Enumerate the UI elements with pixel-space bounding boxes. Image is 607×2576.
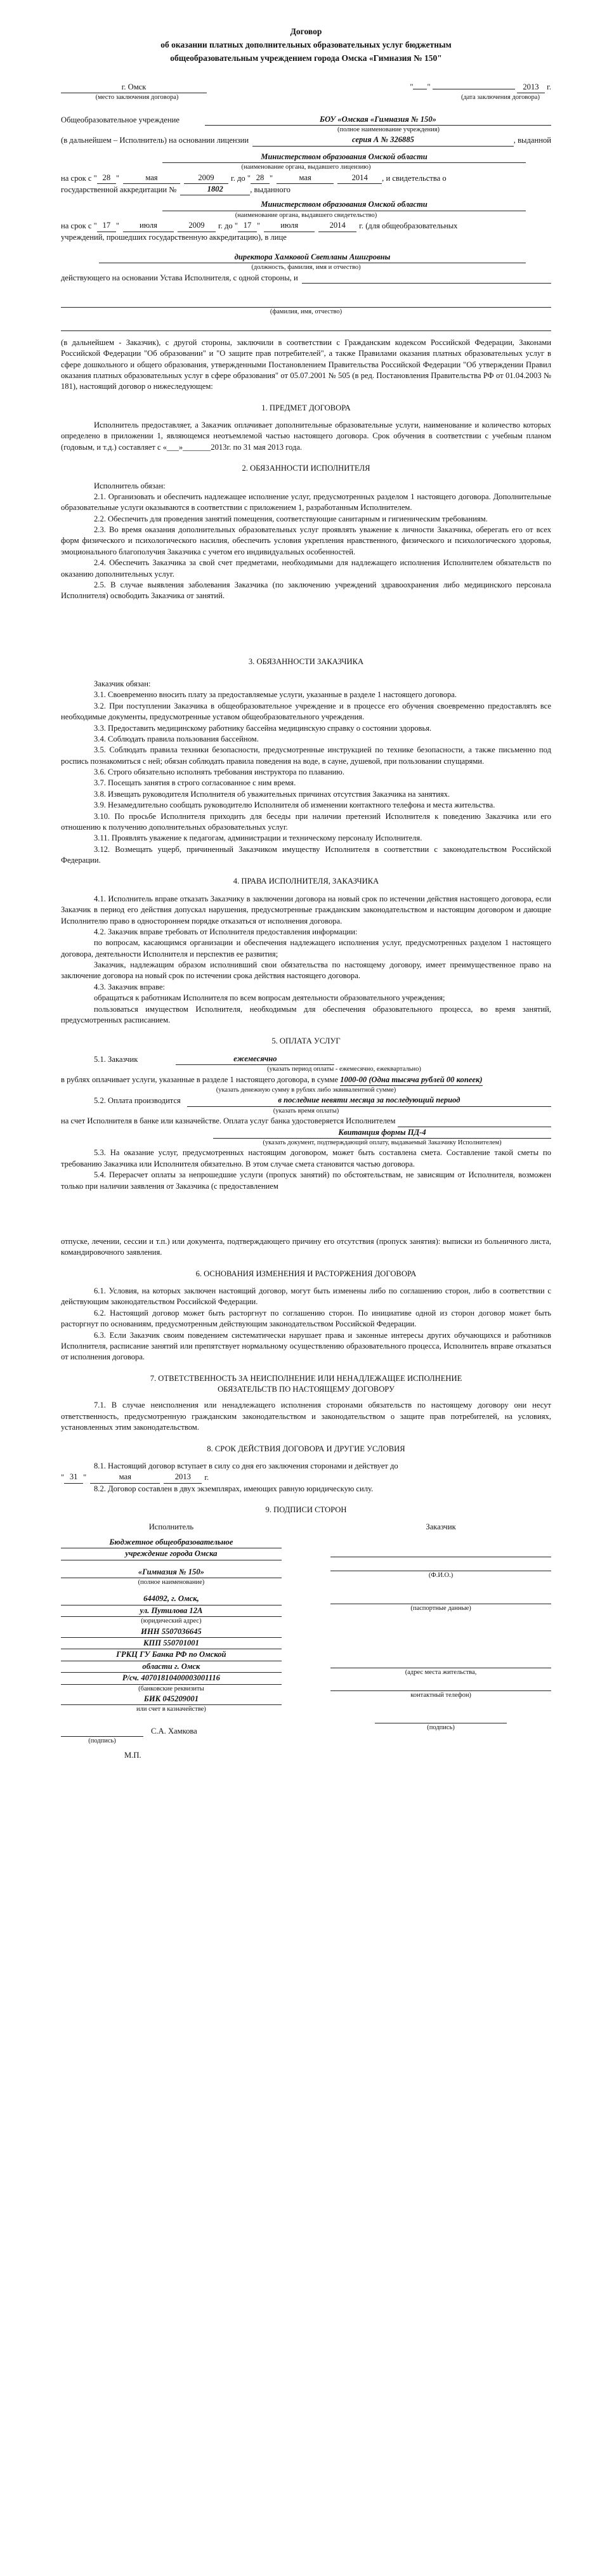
term-month-3: июля [123,220,174,232]
term-prefix: на срок с " [61,173,97,183]
section-9-heading: 9. ПОДПИСИ СТОРОН [265,1505,347,1515]
licence-authority-caption: (наименование органа, выдавшего лицензию) [241,164,371,171]
licence-authority: Министерством образования Омской области [162,152,526,163]
section-1-text: Исполнитель предоставляет, а Заказчик оплачивает дополнительные образовательные услуги, наименование и количество которых определено в приложении 1, являющемся неотъемлемой частью настоящего договора. Срок обучения в соответствии с учебным планом (годовым, и т.д.) составляет с «___»_______2013г. по 31 мая 2013 года. [61,421,551,452]
cert-authority-caption: (наименование органа, выдавшего свидетельство) [235,211,377,219]
executor-name-line: «Гимназия № 150» [61,1567,282,1578]
date-field [410,79,551,93]
term-date-row: " 31 " мая 2013 г. [61,1472,551,1483]
section-2-heading: 2. ОБЯЗАННОСТИ ИСПОЛНИТЕЛЯ [242,464,370,473]
date-g: г. [547,82,551,91]
customer-sign-caption: (подпись) [427,1723,455,1731]
section-3-item: 3.2. При поступлении Заказчика в общеобразовательное учреждение и в процессе его обучения своевременно предоставлять все необходимые документы, предусмотренные уставом общеобразовательного учреждения. [61,701,551,722]
section-2-item: 2.4. Обеспечить Заказчика за свой счет предметами, необходимыми для надлежащего исполнения Исполнителем обязательств по оказанию дополнительных услуг. [61,558,551,579]
section-6-item: 6.1. Условия, на которых заключен настоящий договор, могут быть изменены либо по соглашению сторон, либо в соответствии с действующим законодательством Российской Федерации. [61,1286,551,1307]
title-line-1: Договор [290,27,322,36]
preamble: (в дальнейшем - Заказчик), с другой стороны, заключили в соответствии с Гражданским кодексом Российской Федерации, Законами Российской Федерации "Об образовании" и "О защите прав потребителей", а также Правилами оказания платных образовательных услуг в сфере дошкольного и общего образования, утвержденными Постановлением Правительства Российской Федерации "Об утверждении Правил оказания платных образовательных услуг в сфере образования" от 05.07.2001 № 505 (в ред. Постановления Правительства РФ от 01.04.2003 № 181), настоящий договор о нижеследующем: [61,337,551,391]
term-month-4: июля [264,220,315,232]
acting-row [61,273,551,284]
payment-estimate: 5.3. На оказание услуг, предусмотренных настоящим договором, может быть составлена смета. Составление такой сметы по требованию Заказчика или Исполнителя обязательно. В этом случае смета становится частью договора. [61,1148,551,1168]
date-quote-open: " [410,82,414,91]
section-4-item: Заказчик, надлежащим образом исполнивший свои обязательства по настоящему договору, имеет преимущественное право на заключение договора на новый срок по истечении срока действия настоящего договора. [61,960,551,981]
signer-name: С.А. Хамкова [151,1726,197,1736]
term-text: 8.1. Настоящий договор вступает в силу со дня его заключения сторонами и действует до [94,1461,398,1470]
section-3-intro: Заказчик обязан: [94,679,151,689]
term-day: 31 [64,1472,83,1483]
date-quote-close: " [427,82,431,91]
section-6-item: 6.3. Если Заказчик своим поведением систематически нарушает права и законные интересы других обучающихся и работников Исполнителя, расписание занятий или препятствует нормальному осуществлению образовательного процесса, Исполнитель вправе отказаться от исполнения договора. [61,1330,551,1362]
section-4-item: пользоваться имуществом Исполнителя, необходимым для обеспечения образовательного процесса, во время занятий, предусмотренных расписанием. [61,1004,551,1024]
section-4-item: обращаться к работникам Исполнителя по всем вопросам деятельности образовательного учреждения; [94,993,445,1003]
section-2-item: 2.3. Во время оказания дополнительных образовательных услуг проявлять уважение к личности Заказчика, оберегать его от всех форм физического и психологического насилия, обеспечить условия укрепления нравственного, физического и психологического здоровья, эмоционального благополучия Заказчика с учетом его индивидуальных особенностей. [61,525,551,556]
term-year-1: 2009 [184,173,228,184]
section-3-item: 3.4. Соблюдать правила пользования бассейном. [94,734,259,743]
kpp: КПП 550701001 [61,1638,282,1649]
section-3-heading: 3. ОБЯЗАННОСТИ ЗАКАЗЧИКА [248,657,364,666]
payment-time-caption: (указать время оплаты) [273,1107,339,1115]
name-caption: (полное наименование) [138,1578,205,1586]
title-line-3: общеобразовательным учреждением города Омска «Гимназия № 150" [170,53,442,63]
section-3-item: 3.8. Извещать руководителя Исполнителя об уважительных причинах отсутствия Заказчика на занятиях. [94,789,450,799]
section-3-item: 3.1. Своевременно вносить плату за предоставляемые услуги, указанные в разделе 1 настоящего договора. [94,690,457,700]
payment-period-row [61,1054,551,1065]
section-3-item: 3.3. Предоставить медицинскому работнику бассейна медицинскую справку о состоянии здоровья. [94,723,432,733]
term-day-1: 28 [97,173,116,184]
director-caption: (должность, фамилия, имя и отчество) [251,264,361,271]
cert-suffix: , и свидетельства о [382,173,447,183]
title-line-2: об оказании платных дополнительных образовательных услуг бюджетным [160,39,452,49]
section-3-item: 3.7. Посещать занятия в строго согласованное с ним время. [94,778,296,788]
date-year: 2013 [517,82,545,93]
term-month: мая [90,1472,160,1483]
term-to-2: г. до " [218,221,238,231]
place-date-row [61,79,551,93]
term-day-4: 17 [238,220,257,232]
signatures-table [61,1522,551,1761]
payment-sum-caption: (указать денежную сумму в рублях либо эквивалентной сумме) [216,1086,396,1094]
payment-sum-prefix: в рублях оплачивает услуги, указанные в разделе 1 настоящего договора, в сумме [61,1075,339,1084]
section-3-item: 3.6. Строго обязательно исполнять требования инструктора по плаванию. [94,768,344,777]
section-3-item: 3.10. По просьбе Исполнителя приходить для беседы при наличии претензий Исполнителя к поведению Заказчика или его отношению к получению дополнительных образовательных услуг. [61,811,551,832]
payment-recalc: 5.4. Перерасчет оплаты за непрошедшие услуги (пропуск занятий) по обстоятельствам, не зависящим от Исполнителя, возможен только при наличии заявления от Заказчика (с предоставлением [61,1170,551,1191]
section-7-text: 7.1. В случае неисполнения или ненадлежащего исполнения сторонами обязательств по настоящему договору они несут ответственность, предусмотренную гражданским законодательством и законодательством о защите прав потребителей, на условиях, установленных этим законодательством. [61,1401,551,1432]
section-4-item: по вопросам, касающимся организации и обеспечения надлежащего исполнения услуг, предусмотренных разделом 1 настоящего договора, деятельности Исполнителя и перспектив ее развития; [61,938,551,958]
term-year-2: 2014 [337,173,382,184]
executor-details [61,1537,282,1578]
stamp-place: М.П. [124,1750,141,1760]
account: Р/сч. 40701810400003001116 [61,1673,282,1684]
payment-period: ежемесячно [176,1054,334,1065]
section-4-item: 4.1. Исполнитель вправе отказать Заказчику в заключении договора на новый срок по истечении действия настоящего договора, если Заказчик в период его действия допускал нарушения, предусмотренные гражданским законодательством и настоящим договором и дающие Исполнителю право в одностороннем порядке отказаться от исполнения договора. [61,894,551,925]
section-3-item: 3.5. Соблюдать правила техники безопасности, предусмотренные инструкцией по технике безопасности, а также письменно под роспись познакомиться с ней; обязан соблюдать правила поведения на воде, в сауне, душевой, при пользовании спущарями. [61,745,551,766]
issued-by: , выданного [250,185,290,195]
bank-line: области г. Омск [61,1661,282,1673]
term2-suffix: г. (для общеобразовательных [359,221,458,231]
section-1-heading: 1. ПРЕДМЕТ ДОГОВОРА [261,403,351,412]
term-day-3: 17 [97,220,116,232]
payment-receipt-row [61,1116,551,1127]
section-4-item: 4.3. Заказчик вправе: [94,982,166,991]
customer-label: Заказчик [426,1522,456,1532]
section-4-item: 4.2. Заказчик вправе требовать от Исполнителя предоставления информации: [94,927,358,936]
payment-sum: 1000-00 (Одна тысяча рублей 00 копеек) [340,1075,482,1086]
section-2-intro: Исполнитель обязан: [94,481,166,490]
sign-caption: (подпись) [88,1737,116,1745]
accreditation-caption: учреждений, прошедших государственную аккредитацию), в лице [61,232,287,242]
bik: БИК 045209001 [61,1694,282,1705]
term-month-2: мая [277,173,334,184]
term-year-3: 2009 [178,220,216,232]
section-3-item: 3.12. Возмещать ущерб, причиненный Заказчиком имуществу Исполнителя в соответствии с законодательством Российской Федерации. [61,844,551,865]
section-6-heading: 6. ОСНОВАНИЯ ИЗМЕНЕНИЯ И РАСТОРЖЕНИЯ ДОГОВОРА [195,1269,417,1278]
payment-receipt-text: на счет Исполнителя в банке или казначействе. Оплата услуг банка удостоверяется Исполнителем [61,1116,396,1126]
payment-sum-text [61,1075,551,1086]
phone-caption: контактный телефон) [410,1692,471,1699]
residence-caption: (адрес места жительства, [405,1668,477,1676]
section-7-heading: 7. ОТВЕТСТВЕННОСТЬ ЗА НЕИСПОЛНЕНИЕ ИЛИ НЕНАДЛЕЖАЩЕЕ ИСПОЛНЕНИЕ [150,1373,462,1383]
licence-suffix: , выданной [513,136,551,145]
executor-bik [61,1694,282,1705]
customer-column [330,1522,551,1761]
inn: ИНН 5507036645 [61,1626,282,1638]
document-title [61,25,551,65]
term-to: г. до " [230,173,251,183]
section-5-heading: 5. ОПЛАТА УСЛУГ [271,1036,341,1046]
accreditation-no: 1802 [180,184,250,195]
section-7-heading-2: ОБЯЗАТЕЛЬСТВ ПО НАСТОЯЩЕМУ ДОГОВОРУ [218,1385,395,1394]
licence-series: серия А № 326885 [252,134,514,146]
licence-row [61,134,551,146]
payment-recalc-cont: отпуске, лечении, сессии и т.п.) или документа, подтверждающего причину его отсутствия (пропуск занятия): выписки из больничного листа, командировочного заявления. [61,1236,551,1257]
section-8-heading: 8. СРОК ДЕЙСТВИЯ ДОГОВОРА И ДРУГИЕ УСЛОВИЯ [207,1444,405,1453]
term-year-4: 2014 [318,220,356,232]
term-g: г. [204,1473,209,1482]
section-2-item: 2.1. Организовать и обеспечить надлежащее исполнение услуг, предусмотренных разделом 1 настоящего договора. Дополнительные образовательные услуги оказываются в соответствии с приложением 1, разработанным Исполнителем. [61,492,551,513]
city-field: г. Омск [61,82,207,93]
section-6-item: 6.2. Настоящий договор может быть расторгнут по соглашению сторон. По инициативе одной из сторон договор может быть расторгнут по основаниям, предусмотренным действующим законодательством Российской Федерации. [61,1308,551,1329]
executor-sign-row [61,1726,282,1737]
term-year: 2013 [164,1472,202,1483]
section-4-heading: 4. ПРАВА ИСПОЛНИТЕЛЯ, ЗАКАЗЧИКА [233,877,379,886]
place-caption: (место заключения договора) [95,94,179,101]
address-caption: (юридический адрес) [141,1618,202,1625]
term-month-1: мая [123,173,180,184]
director-name: директора Хамковой Светланы Ашигровны [99,252,526,263]
section-2-item: 2.5. В случае выявления заболевания Заказчика (по заключению учреждений здравоохранения либо медицинского персонала Исполнителя) освободить Заказчика от занятий. [61,580,551,601]
passport-caption: (паспортные данные) [410,1605,471,1612]
bank-line: ГРКЦ ГУ Банка РФ по Омской [61,1649,282,1661]
executor-label: Исполнитель [148,1522,194,1532]
cert-authority: Министерством образования Омской области [162,199,526,211]
executor-column [61,1522,282,1761]
bank-caption: (банковские реквизиты [138,1685,204,1692]
copies-text: 8.2. Договор составлен в двух экземплярах, имеющих равную юридическую силу. [94,1484,374,1493]
licence-term-row: на срок с " 28 " мая 2009 г. до " 28 " мая 2014 , и свидетельства о [61,173,551,184]
section-3-item: 3.11. Проявлять уважение к педагогам, администрации и техническому персоналу Исполнителя. [94,834,422,843]
term2-prefix: на срок с " [61,221,97,231]
section-2-item: 2.2. Обеспечить для проведения занятий помещения, соответствующие санитарным и гигиеническим требованиям. [94,514,488,523]
fio-caption: (Ф.И.О.) [428,1571,454,1579]
acting-text: действующего на основании Устава Исполнителя, с одной стороны, и [61,273,298,282]
payment-time: в последние невяти месяца за последующий период [187,1095,551,1106]
payment-time-label: 5.2. Оплата производится [94,1096,181,1106]
payment-time-row [61,1095,551,1106]
address-line: ул. Путилова 12А [61,1605,282,1617]
executor-address [61,1593,282,1617]
institution-caption: (полное наименование учреждения) [337,126,440,133]
accreditation-row [61,184,551,195]
licence-prefix: (в дальнейшем – Исполнитель) на основании лицензии [61,136,249,145]
institution-name: БОУ «Омская «Гимназия № 150» [205,114,551,126]
payment-receipt-caption: (указать документ, подтверждающий оплату, выдаваемый Заказчику Исполнителем) [263,1139,502,1146]
customer-caption: (фамилия, имя, отчество) [270,308,343,316]
treasury-caption: или счет в казначействе) [136,1706,206,1713]
accreditation-text: государственной аккредитации № [61,185,177,195]
section-3-item: 3.9. Незамедлительно сообщать руководителю Исполнителя об изменении контактного телефона и места жительства. [94,801,495,810]
institution-label: Общеобразовательное учреждение [61,115,179,124]
cert-term-row: на срок с " 17 " июля 2009 г. до " 17 " июля 2014 г. (для общеобразовательных [61,220,551,232]
executor-name-line: учреждение города Омска [61,1548,282,1560]
address-line: 644092, г. Омск, [61,1593,282,1605]
term-day-2: 28 [251,173,270,184]
date-caption: (дата заключения договора) [461,94,540,101]
payment-receipt-doc: Квитанция формы ПД-4 [213,1127,551,1139]
executor-bank [61,1626,282,1685]
executor-name-line: Бюджетное общеобразовательное [61,1537,282,1548]
payment-period-caption: (указать период оплаты - ежемесячно, ежеквартально) [267,1066,421,1073]
place-date-captions [61,93,551,102]
payment-label: 5.1. Заказчик [94,1054,138,1064]
institution-row [61,114,551,126]
